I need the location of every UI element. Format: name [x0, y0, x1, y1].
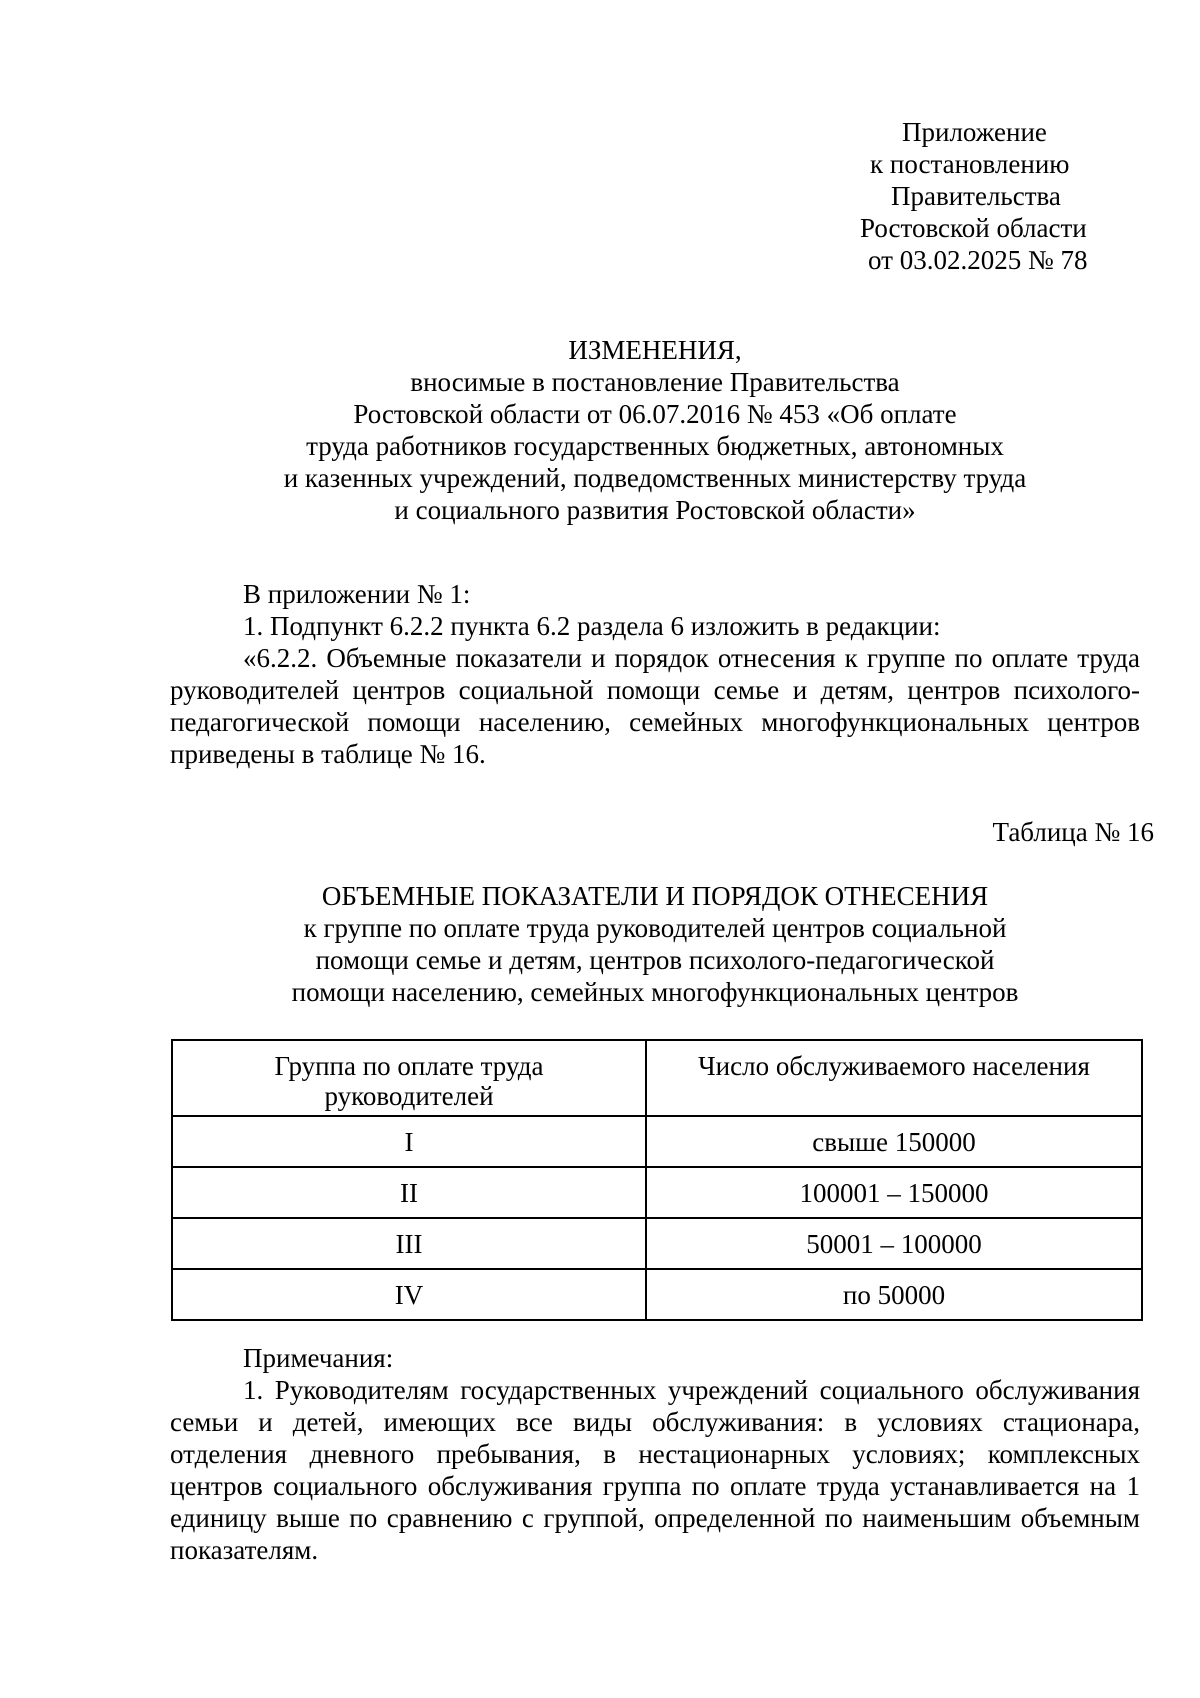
group-cell: III — [172, 1218, 646, 1269]
table-row — [172, 1116, 1142, 1167]
table-subtitle-1: к группе по оплате труда руководителей центров социальной — [303, 913, 1007, 943]
note-1-paragraph: 1. Руководителям государственных учреждений социального обслуживания семьи и детей, имеющих все виды обслуживания: в условиях стационара, отделения дневного пребывания, в нестационарных условиях; комплексных центров социального обслуживания группа по оплате труда устанавливается на 1 единицу выше по сравнению с группой, определенной по наименьшим объемным показателям. — [170, 1375, 1140, 1565]
appendix-line-1: Приложение — [902, 117, 1047, 147]
header-group-line-1: Группа по оплате труда — [274, 1051, 544, 1081]
quote-paragraph: «6.2.2. Объемные показатели и порядок отнесения к группе по оплате труда руководителей центров социальной помощи семье и детям, центров психолого-педагогической помощи населению, семейных многофункциональных центров приведены в таблице № 16. — [170, 643, 1140, 769]
population-cell: 50001 – 100000 — [646, 1218, 1142, 1269]
appendix-header — [820, 116, 1150, 276]
table-row — [172, 1269, 1142, 1320]
group-cell: II — [172, 1167, 646, 1218]
intro-paragraph: В приложении № 1: — [243, 579, 471, 609]
table-row — [172, 1167, 1142, 1218]
header-population-cell: Число обслуживаемого населения — [646, 1040, 1142, 1116]
table-header-row — [172, 1040, 1142, 1116]
heading-line-2: Ростовской области от 06.07.2016 № 453 «Об оплате — [353, 399, 957, 429]
group-cell: I — [172, 1116, 646, 1167]
document-title: ИЗМЕНЕНИЯ, — [568, 335, 742, 365]
heading-line-5: и социального развития Ростовской области» — [394, 495, 916, 525]
population-cell: свыше 150000 — [646, 1116, 1142, 1167]
table-subtitle-2: помощи семье и детям, центров психолого-педагогической — [315, 945, 995, 975]
document-body — [170, 578, 1140, 770]
document-heading — [170, 334, 1140, 526]
appendix-line-4: Ростовской области — [860, 213, 1087, 243]
appendix-line-3: Правительства — [891, 181, 1061, 211]
group-cell: IV — [172, 1269, 646, 1320]
item-1-paragraph: 1. Подпункт 6.2.2 пункта 6.2 раздела 6 изложить в редакции: — [243, 611, 941, 641]
table-subtitle-3: помощи населению, семейных многофункциональных центров — [291, 977, 1019, 1007]
appendix-line-5: от 03.02.2025 № 78 — [868, 245, 1088, 275]
notes-section — [170, 1342, 1140, 1566]
population-cell: по 50000 — [646, 1269, 1142, 1320]
heading-line-3: труда работников государственных бюджетных, автономных — [306, 431, 1004, 461]
table-row — [172, 1218, 1142, 1269]
groups-table — [171, 1039, 1143, 1321]
appendix-line-2: к постановлению — [870, 149, 1070, 179]
heading-line-4: и казенных учреждений, подведомственных министерству труда — [283, 463, 1027, 493]
table-number: Таблица № 16 — [992, 817, 1154, 847]
header-group-line-2: руководителей — [324, 1081, 494, 1111]
population-cell: 100001 – 150000 — [646, 1167, 1142, 1218]
header-group-cell — [172, 1040, 646, 1116]
table-heading — [170, 880, 1140, 1008]
heading-line-1: вносимые в постановление Правительства — [410, 367, 900, 397]
table-title: ОБЪЕМНЫЕ ПОКАЗАТЕЛИ И ПОРЯДОК ОТНЕСЕНИЯ — [321, 881, 989, 911]
notes-heading: Примечания: — [243, 1343, 394, 1373]
